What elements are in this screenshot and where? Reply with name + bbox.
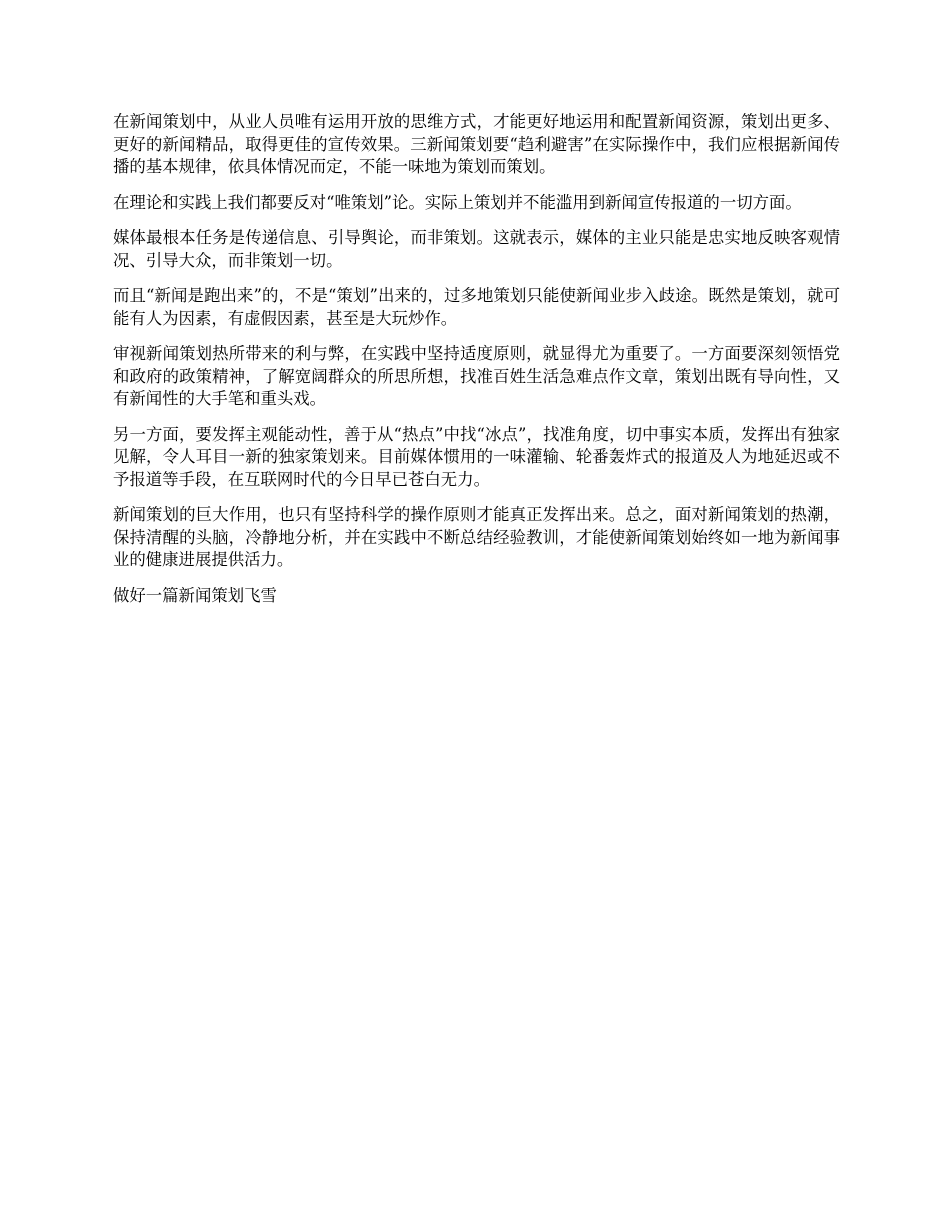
paragraph-6: 另一方面，要发挥主观能动性，善于从“热点”中找“冰点”，找准角度，切中事实本质，发挥出有独家见解，令人耳目一新的独家策划来。目前媒体惯用的一味灌输、轮番轰炸式的报道及人为地延迟或不予报道等手段，在互联网时代的今日早已苍白无力。	[113, 424, 840, 489]
paragraph-2: 在理论和实践上我们都要反对“唯策划”论。实际上策划并不能滥用到新闻宣传报道的一切方面。	[113, 192, 802, 212]
paragraph-4: 而且“新闻是跑出来”的，不是“策划”出来的，过多地策划只能使新闻业步入歧途。既然是策划，就可能有人为因素，有虚假因素，甚至是大玩炒作。	[113, 286, 840, 328]
paragraph-1: 在新闻策划中，从业人员唯有运用开放的思维方式，才能更好地运用和配置新闻资源，策划出更多、更好的新闻精品，取得更佳的宣传效果。三新闻策划要“趋利避害”在实际操作中，我们应根据新闻传播的基本规律，依具体情况而定，不能一味地为策划而策划。	[113, 112, 840, 176]
paragraph-5: 审视新闻策划热所带来的利与弊，在实践中坚持适度原则，就显得尤为重要了。一方面要深刻领悟党和政府的政策精神，了解宽阔群众的所思所想，找准百姓生活急难点作文章，策划出既有导向性，又有新闻性的大手笔和重头戏。	[113, 344, 840, 408]
paragraph-8-title-line: 做好一篇新闻策划飞雪	[113, 585, 277, 605]
document-body	[113, 111, 840, 620]
paragraph-7: 新闻策划的巨大作用，也只有坚持科学的操作原则才能真正发挥出来。总之，面对新闻策划的热潮，保持清醒的头脑，冷静地分析，并在实践中不断总结经验教训，才能使新闻策划始终如一地为新闻事业的健康进展提供活力。	[113, 505, 840, 569]
paragraph-3: 媒体最根本任务是传递信息、引导舆论，而非策划。这就表示，媒体的主业只能是忠实地反映客观情况、引导大众，而非策划一切。	[113, 228, 840, 270]
